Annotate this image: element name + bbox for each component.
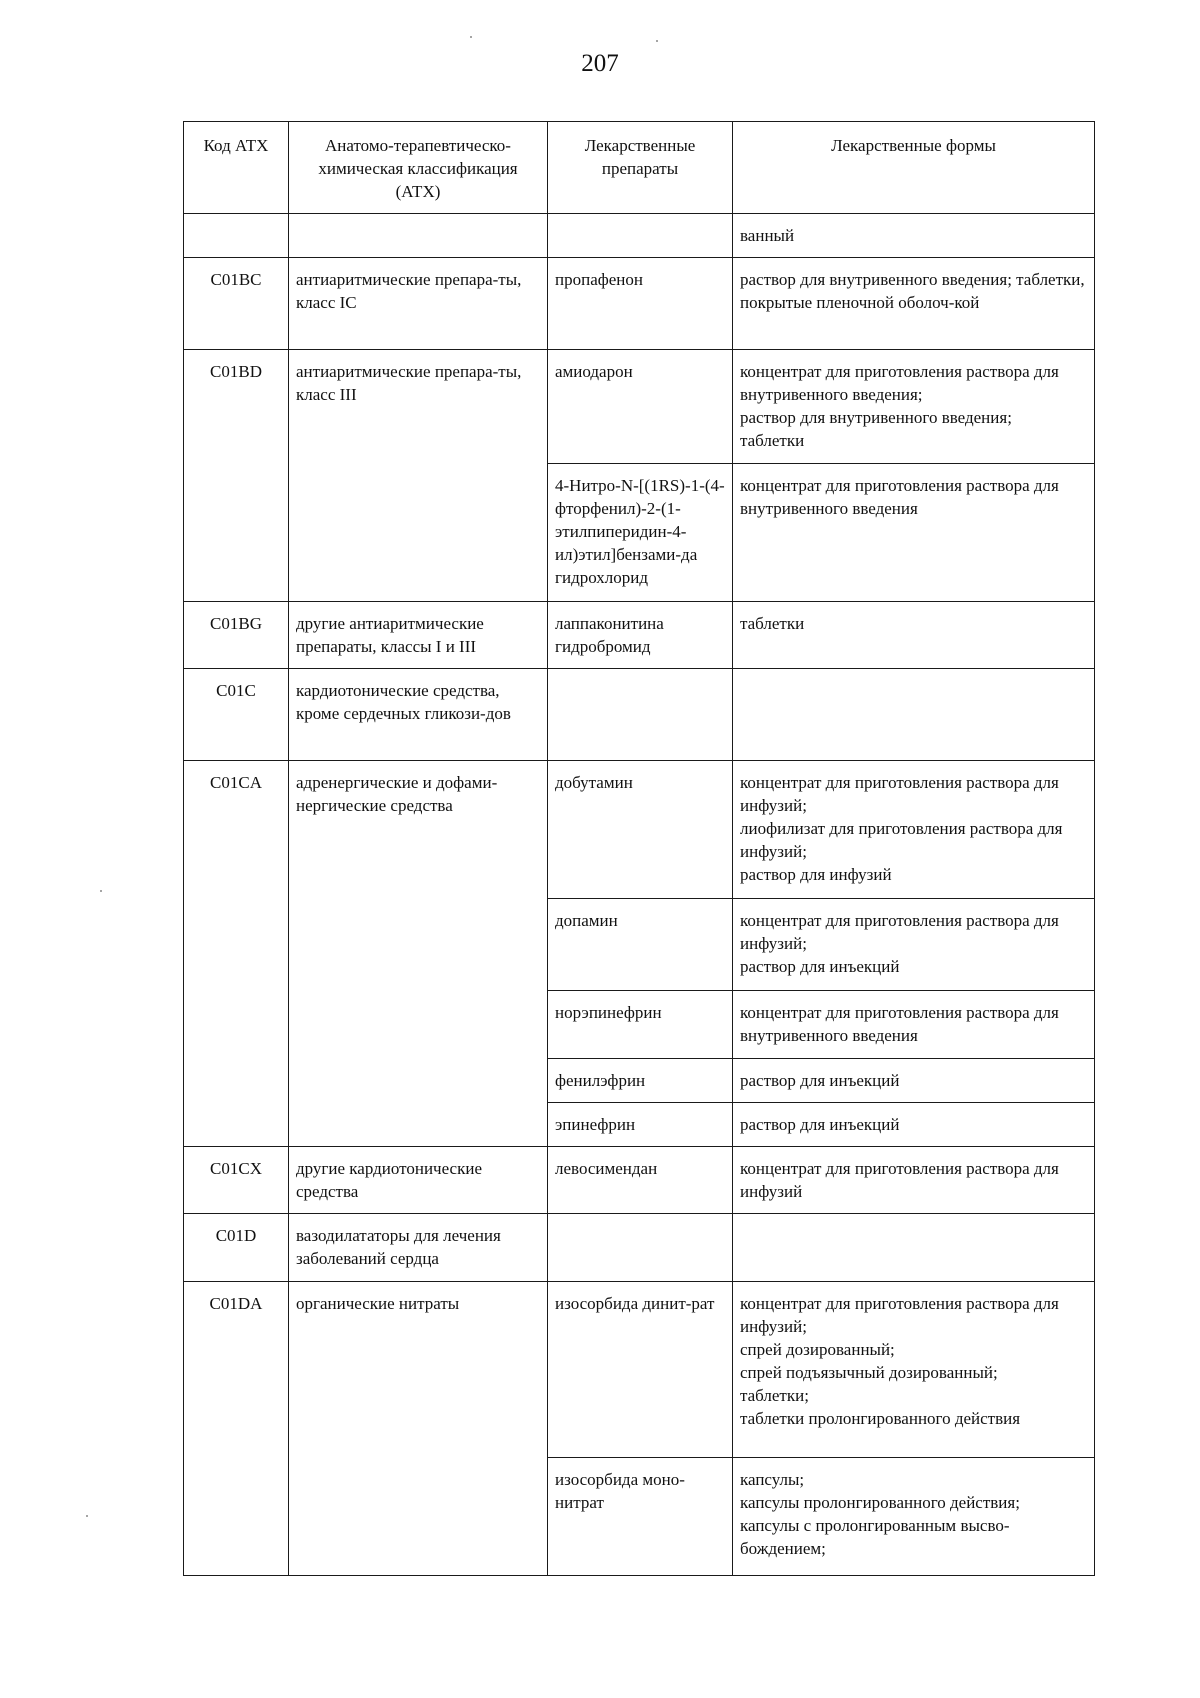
atx-classification: другие антиаритмические препараты, классы I и III — [289, 602, 548, 669]
scan-speck — [470, 36, 472, 38]
table-row — [184, 350, 1095, 464]
table-row — [184, 669, 1095, 761]
dosage-forms: концентрат для приготовления раствора для инфузий; раствор для инъекций — [733, 899, 1095, 991]
table-row — [184, 761, 1095, 899]
drug-name — [548, 1214, 733, 1282]
scan-speck — [656, 40, 658, 42]
page-number: 207 — [581, 50, 619, 77]
drug-name — [548, 214, 733, 258]
drug-name: добутамин — [548, 761, 733, 899]
table-row — [184, 1214, 1095, 1282]
atx-classification: органические нитраты — [289, 1282, 548, 1576]
dosage-forms — [733, 669, 1095, 761]
dosage-forms: концентрат для приготовления раствора для инфузий; спрей дозированный; спрей подъязычный дозированный; таблетки; таблетки пролонгированного действия — [733, 1282, 1095, 1458]
atx-classification: адренергические и дофами-нергические средства — [289, 761, 548, 1147]
atx-classification: вазодилататоры для лечения заболеваний сердца — [289, 1214, 548, 1282]
atx-code: C01CX — [184, 1147, 289, 1214]
atx-classification: кардиотонические средства, кроме сердечных гликози-дов — [289, 669, 548, 761]
table-row — [184, 1147, 1095, 1214]
drug-name: допамин — [548, 899, 733, 991]
drug-name: левосимендан — [548, 1147, 733, 1214]
dosage-forms: раствор для внутривенного введения; таблетки, покрытые пленочной оболоч-кой — [733, 258, 1095, 350]
drug-name: пропафенон — [548, 258, 733, 350]
dosage-forms: концентрат для приготовления раствора для внутривенного введения — [733, 991, 1095, 1059]
atx-classification — [289, 214, 548, 258]
drug-name: амиодарон — [548, 350, 733, 464]
drug-name: эпинефрин — [548, 1103, 733, 1147]
drug-name: лаппаконитина гидробромид — [548, 602, 733, 669]
dosage-forms: раствор для инъекций — [733, 1103, 1095, 1147]
table-row — [184, 214, 1095, 258]
dosage-forms: таблетки — [733, 602, 1095, 669]
dosage-forms: концентрат для приготовления раствора для внутривенного введения — [733, 464, 1095, 602]
drug-name: фенилэфрин — [548, 1059, 733, 1103]
table-row — [184, 258, 1095, 350]
dosage-forms: концентрат для приготовления раствора для инфузий — [733, 1147, 1095, 1214]
table-row — [184, 602, 1095, 669]
drug-name — [548, 669, 733, 761]
atx-code: C01C — [184, 669, 289, 761]
atx-code: C01BD — [184, 350, 289, 602]
atx-code: C01D — [184, 1214, 289, 1282]
dosage-forms: капсулы; капсулы пролонгированного действия; капсулы с пролонгированным высво-бождением; — [733, 1458, 1095, 1576]
header-code: Код АТХ — [184, 122, 289, 214]
drug-name: норэпинефрин — [548, 991, 733, 1059]
atx-code: C01BG — [184, 602, 289, 669]
scan-speck — [86, 1515, 88, 1517]
atx-classification: антиаритмические препара-ты, класс III — [289, 350, 548, 602]
header-classification: Анатомо-терапевтическо-химическая классификация (АТХ) — [289, 122, 548, 214]
atx-code — [184, 214, 289, 258]
table-header-row — [184, 122, 1095, 214]
atx-code: C01CA — [184, 761, 289, 1147]
header-forms: Лекарственные формы — [733, 122, 1095, 214]
atx-table — [183, 121, 1095, 1576]
atx-code: C01DA — [184, 1282, 289, 1576]
atx-classification: антиаритмические препара-ты, класс IC — [289, 258, 548, 350]
dosage-forms: ванный — [733, 214, 1095, 258]
table-row — [184, 1282, 1095, 1458]
drug-name: изосорбида динит-рат — [548, 1282, 733, 1458]
dosage-forms: раствор для инъекций — [733, 1059, 1095, 1103]
scan-speck — [100, 890, 102, 892]
dosage-forms — [733, 1214, 1095, 1282]
header-drugs: Лекарственные препараты — [548, 122, 733, 214]
drug-name: изосорбида моно-нитрат — [548, 1458, 733, 1576]
drug-name: 4-Нитро-N-[(1RS)-1-(4-фторфенил)-2-(1-этилпиперидин-4-ил)этил]бензами-да гидрохлорид — [548, 464, 733, 602]
atx-classification: другие кардиотонические средства — [289, 1147, 548, 1214]
atx-code: C01BC — [184, 258, 289, 350]
dosage-forms: концентрат для приготовления раствора для внутривенного введения; раствор для внутривенного введения; таблетки — [733, 350, 1095, 464]
dosage-forms: концентрат для приготовления раствора для инфузий; лиофилизат для приготовления раствора для инфузий; раствор для инфузий — [733, 761, 1095, 899]
